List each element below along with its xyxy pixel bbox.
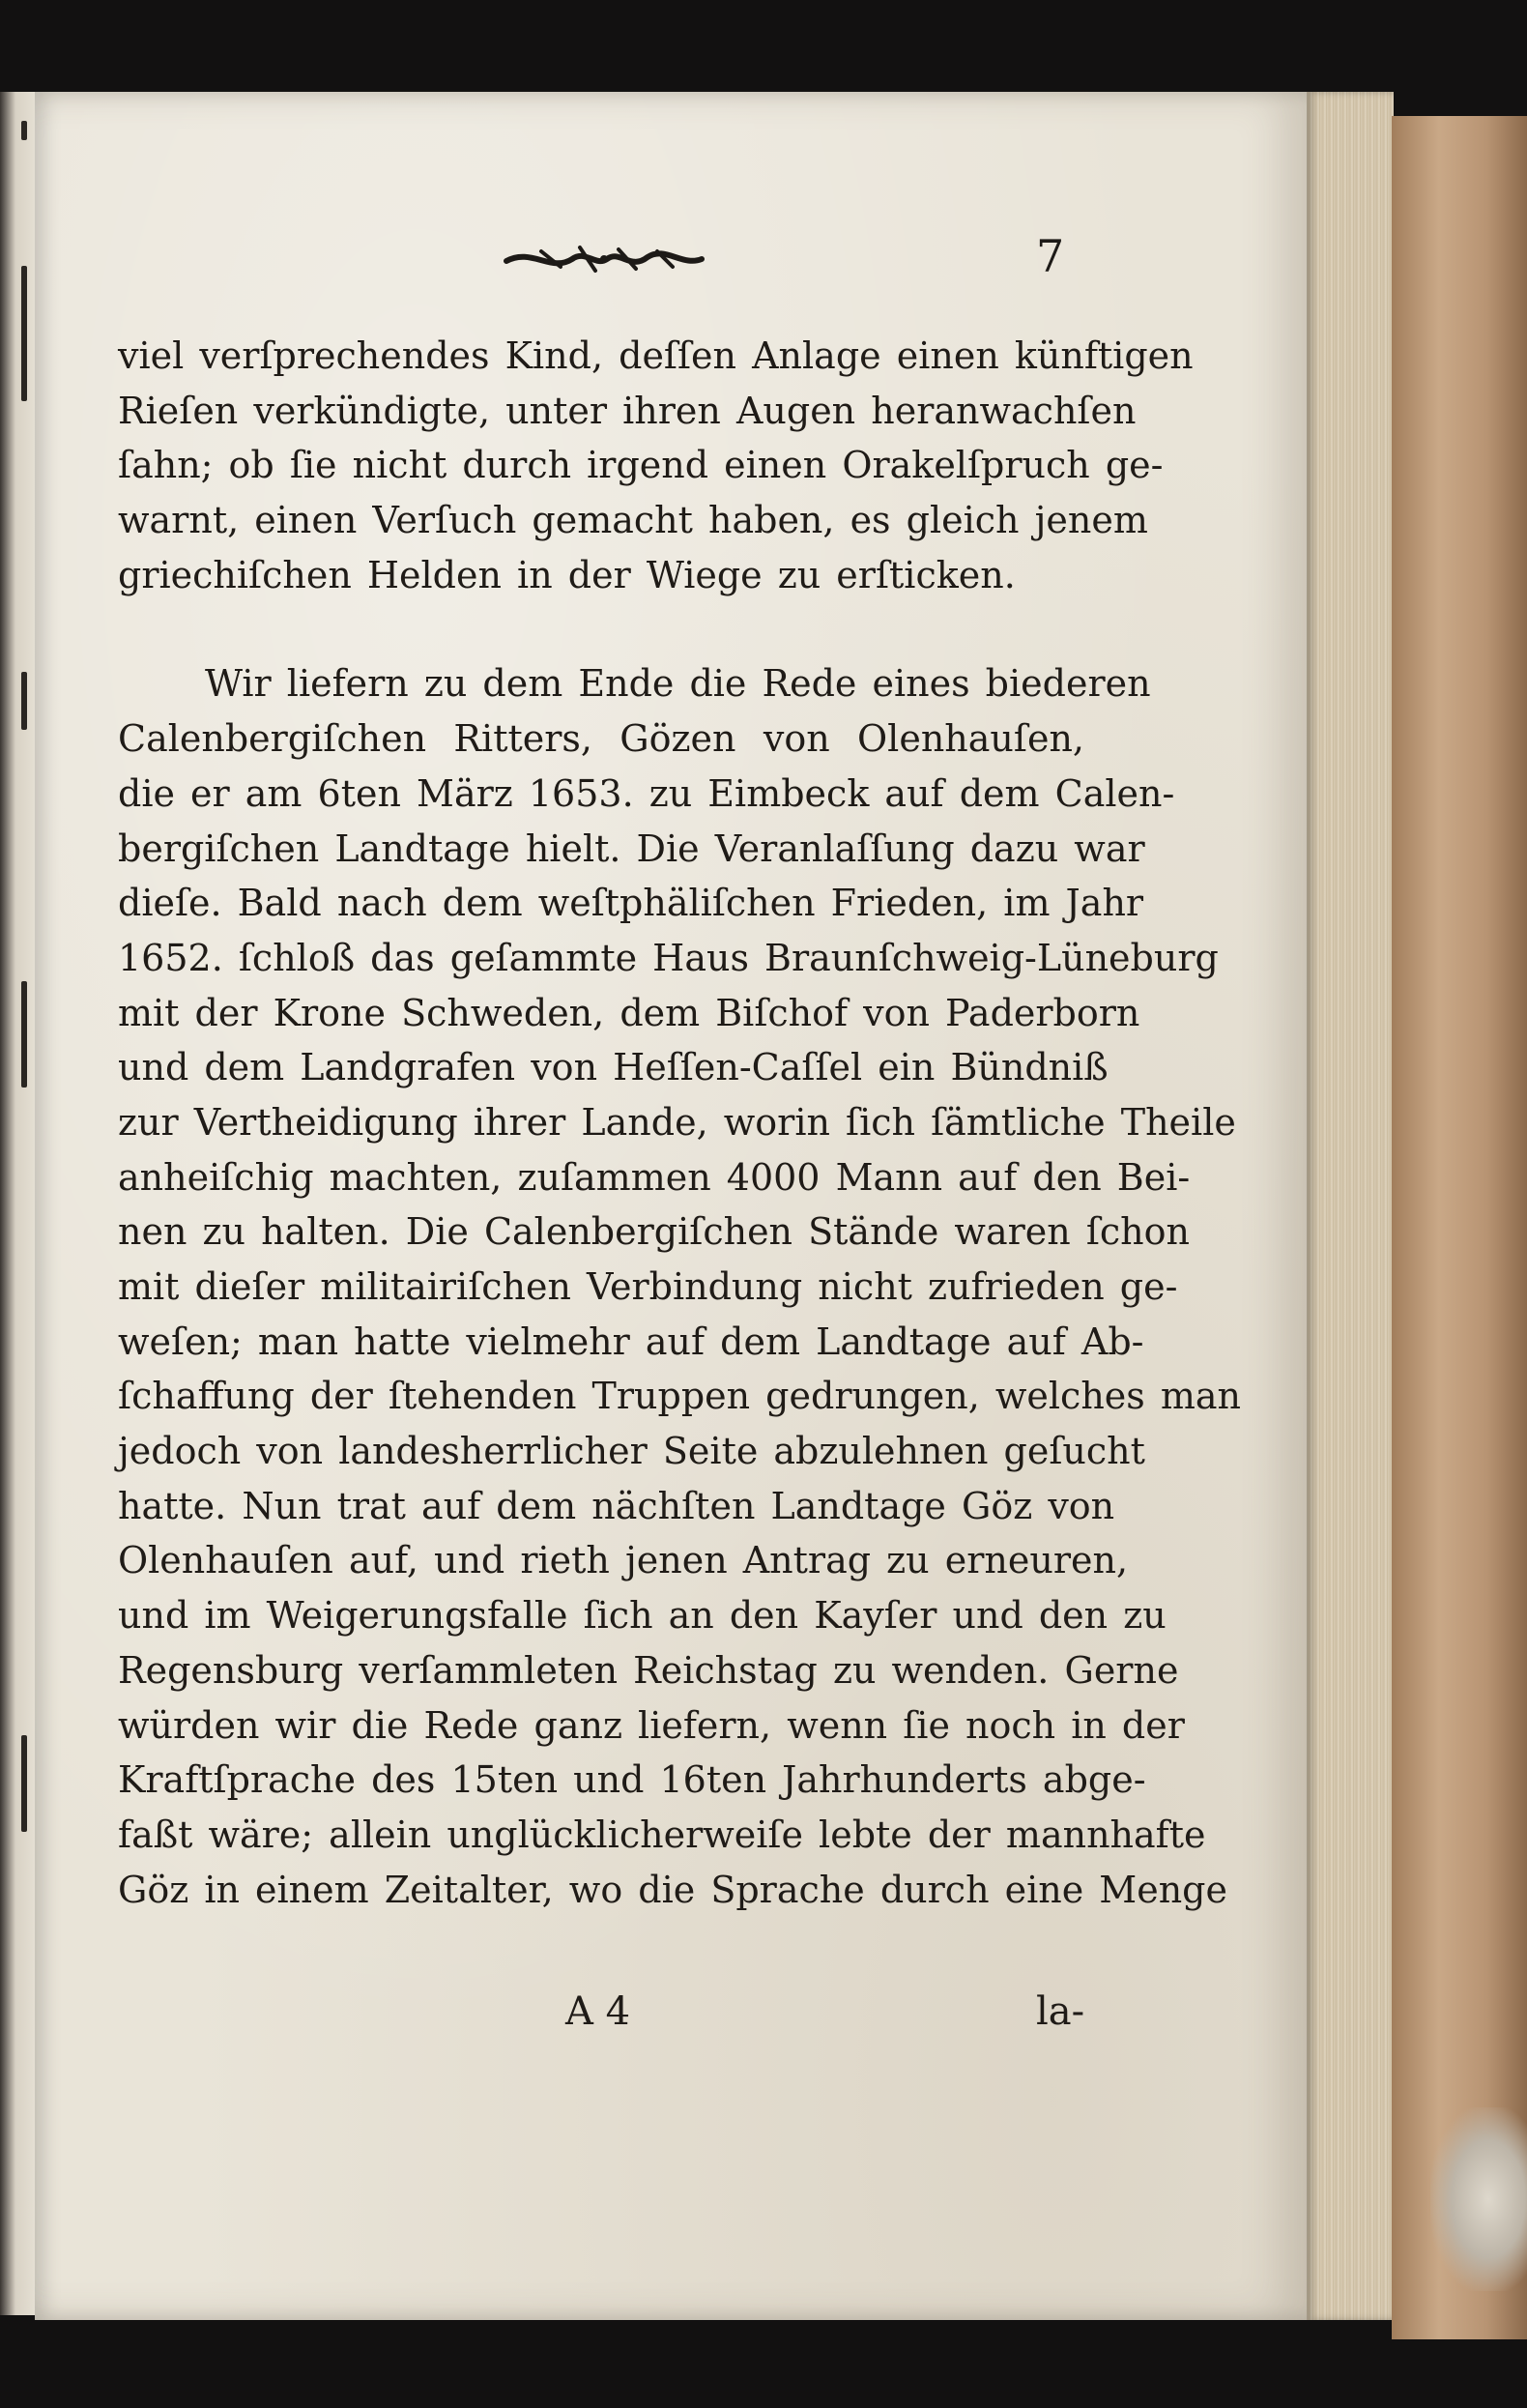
text-line: anheiſchig machten, zuſammen 4000 Mann auf den Bei-: [118, 1155, 1191, 1199]
text-line: Calenbergiſchen Ritters, Gözen von Olenhauſen,: [118, 717, 1084, 761]
text-line: und im Weigerungsfalle ſich an den Kayſer und den zu: [118, 1594, 1167, 1638]
signature-mark: A 4: [565, 1989, 631, 2034]
header-ornament-icon: [503, 238, 706, 282]
text-line: würden wir die Rede ganz liefern, wenn ſie noch in der: [118, 1703, 1185, 1747]
edge-mark: [21, 672, 27, 730]
text-line: zur Vertheidigung ihrer Lande, worin ſich ſämtliche Theile: [118, 1100, 1236, 1144]
text-line: ſahn; ob ſie nicht durch irgend einen Orakelſpruch ge-: [118, 444, 1164, 487]
page-stack-edge: [1307, 92, 1394, 2320]
text-line: nen zu halten. Die Calenbergiſchen Stände waren ſchon: [118, 1210, 1190, 1254]
text-line: warnt, einen Verſuch gemacht haben, es gleich jenem: [118, 499, 1148, 542]
paragraph-gap: [118, 602, 1084, 656]
text-line: mit der Krone Schweden, dem Biſchof von Paderborn: [118, 991, 1140, 1034]
text-line: die er am 6ten März 1653. zu Eimbeck auf dem Calen-: [118, 771, 1175, 815]
text-line: Rieſen verkündigte, unter ihren Augen heranwachſen: [118, 389, 1137, 432]
text-line: hatte. Nun trat auf dem nächſten Landtage Göz von: [118, 1484, 1115, 1527]
text-line: faßt wäre; allein unglücklicherweiſe lebte der mannhafte: [118, 1813, 1206, 1856]
text-line: Olenhauſen auf, und rieth jenen Antrag zu erneuren,: [118, 1539, 1129, 1582]
text-line: mit dieſer militairiſchen Verbindung nicht zufrieden ge-: [118, 1265, 1178, 1308]
edge-mark: [21, 981, 27, 1088]
text-line: weſen; man hatte vielmehr auf dem Landtage auf Ab-: [118, 1320, 1144, 1363]
text-line: ſchaffung der ſtehenden Truppen gedrungen, welches man: [118, 1375, 1242, 1418]
text-line: bergiſchen Landtage hielt. Die Veranlaſſung dazu war: [118, 827, 1145, 870]
text-line: Göz in einem Zeitalter, wo die Sprache durch eine Menge: [118, 1868, 1227, 1911]
text-line: Wir liefern zu dem Ende die Rede eines biederen: [205, 662, 1151, 706]
book-cover-edge: [1392, 116, 1527, 2339]
text-line: viel verſprechendes Kind, deſſen Anlage einen künftigen: [118, 334, 1194, 377]
edge-mark: [21, 1735, 27, 1832]
body-text: [118, 329, 1242, 1917]
text-line: griechiſchen Helden in der Wiege zu erſticken.: [118, 553, 1016, 596]
previous-page-edge: [0, 92, 39, 2315]
text-line: dieſe. Bald nach dem weſtphäliſchen Frieden, im Jahr: [118, 882, 1144, 925]
page-number: 7: [1036, 230, 1065, 282]
catchword: la-: [1036, 1989, 1085, 2034]
text-line: Regensburg verſammleten Reichstag zu wenden. Gerne: [118, 1648, 1179, 1692]
edge-mark: [21, 266, 27, 401]
text-line: 1652. ſchloß das geſammte Haus Braunſchweig-Lüneburg: [118, 936, 1219, 979]
cover-wear-spot: [1430, 2107, 1527, 2291]
text-line: Kraftſprache des 15ten und 16ten Jahrhunderts abge-: [118, 1758, 1146, 1802]
text-line: jedoch von landesherrlicher Seite abzulehnen geſucht: [118, 1430, 1145, 1473]
text-line: und dem Landgrafen von Heſſen-Caſſel ein Bündniß: [118, 1046, 1109, 1089]
edge-mark: [21, 121, 27, 140]
